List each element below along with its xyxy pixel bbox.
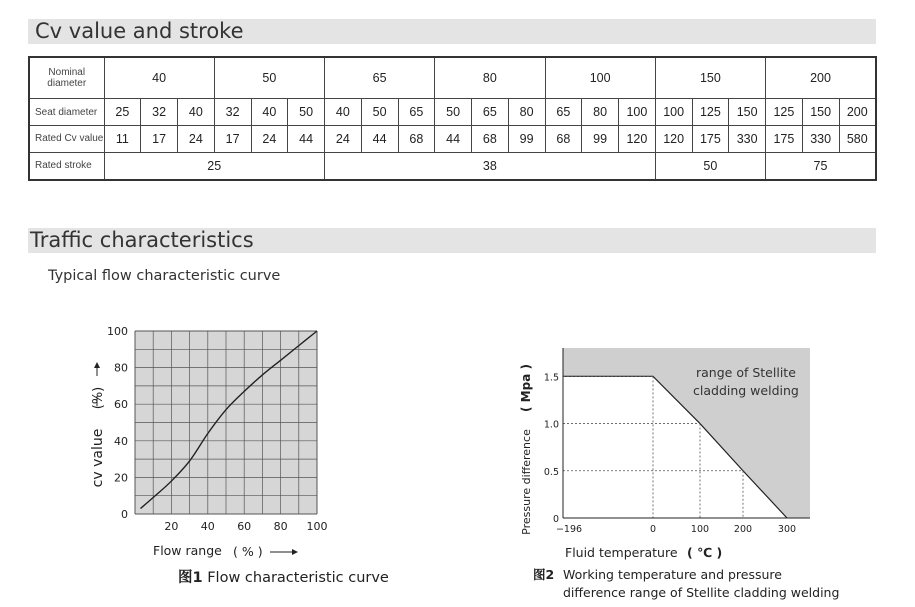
x-axis-arrow-head bbox=[292, 549, 298, 555]
y-axis-arrow-head bbox=[94, 362, 100, 368]
x-tick-label: 0 bbox=[649, 524, 657, 535]
seat-diameter-cell: 50 bbox=[435, 99, 472, 126]
y-tick-label: 0.5 bbox=[543, 466, 559, 478]
rated-cv-cell: 44 bbox=[361, 126, 398, 153]
y-tick-label: 20 bbox=[114, 471, 128, 485]
seat-diameter-cell: 32 bbox=[141, 99, 178, 126]
seat-diameter-cell: 50 bbox=[361, 99, 398, 126]
rated-cv-cell: 330 bbox=[729, 126, 766, 153]
section-title-traffic: Traffic characteristics bbox=[30, 228, 254, 252]
x-axis-unit: ( ℃ ) bbox=[687, 545, 723, 560]
x-axis-label: Fluid temperature bbox=[565, 545, 678, 560]
seat-diameter-cell: 65 bbox=[472, 99, 509, 126]
nominal-diameter-cell: 80 bbox=[435, 57, 545, 99]
rated-cv-cell: 17 bbox=[214, 126, 251, 153]
section-subtitle: Typical flow characteristic curve bbox=[48, 268, 281, 284]
rated-stroke-cell: 50 bbox=[655, 152, 765, 180]
seat-diameter-cell: 150 bbox=[729, 99, 766, 126]
x-tick-label: 80 bbox=[273, 520, 288, 533]
y-axis-unit: ( Mpa ) bbox=[519, 364, 533, 412]
x-tick-label: 300 bbox=[777, 524, 797, 535]
seat-diameter-cell: 65 bbox=[398, 99, 435, 126]
seat-diameter-cell: 80 bbox=[582, 99, 619, 126]
x-axis-unit: ( % ) bbox=[233, 544, 263, 559]
region-annotation: range of Stellite cladding welding bbox=[693, 365, 799, 398]
table-row-rated-cv bbox=[29, 126, 876, 153]
x-tick-label: 100 bbox=[306, 520, 328, 533]
stellite-range-chart bbox=[515, 340, 835, 565]
row-header-rated-cv: Rated Cv value bbox=[29, 126, 104, 153]
seat-diameter-cell: 200 bbox=[839, 99, 876, 126]
x-tick-label: 60 bbox=[237, 520, 252, 533]
rated-cv-cell: 68 bbox=[472, 126, 509, 153]
x-tick-label: 200 bbox=[733, 524, 753, 535]
rated-cv-cell: 24 bbox=[325, 126, 362, 153]
seat-diameter-cell: 40 bbox=[325, 99, 362, 126]
y-axis-unit: (%) bbox=[91, 386, 106, 410]
rated-cv-cell: 330 bbox=[802, 126, 839, 153]
y-axis-label: cv value bbox=[90, 428, 106, 488]
rated-stroke-cell: 25 bbox=[104, 152, 325, 180]
seat-diameter-cell: 32 bbox=[214, 99, 251, 126]
rated-cv-cell: 68 bbox=[398, 126, 435, 153]
rated-cv-cell: 11 bbox=[104, 126, 141, 153]
nominal-diameter-cell: 100 bbox=[545, 57, 655, 99]
x-tick-label: 20 bbox=[164, 520, 179, 533]
nominal-diameter-cell: 50 bbox=[214, 57, 324, 99]
y-tick-label: 40 bbox=[114, 434, 128, 448]
seat-diameter-cell: 65 bbox=[545, 99, 582, 126]
rated-cv-cell: 120 bbox=[619, 126, 656, 153]
figure2-caption bbox=[533, 566, 863, 602]
seat-diameter-cell: 125 bbox=[766, 99, 803, 126]
x-tick-label: 100 bbox=[690, 524, 710, 535]
section-title-cv: Cv value and stroke bbox=[35, 19, 244, 43]
x-tick-label: −196 bbox=[555, 524, 583, 535]
rated-cv-cell: 175 bbox=[692, 126, 729, 153]
y-tick-label: 0 bbox=[121, 508, 128, 521]
rated-cv-cell: 24 bbox=[178, 126, 215, 153]
row-header-rated-stroke: Rated stroke bbox=[29, 152, 104, 180]
rated-cv-cell: 44 bbox=[288, 126, 325, 153]
figure2-number: 图2 bbox=[533, 567, 555, 582]
rated-cv-cell: 175 bbox=[766, 126, 803, 153]
y-tick-label: 0 bbox=[552, 514, 559, 525]
seat-diameter-cell: 40 bbox=[178, 99, 215, 126]
table-row-nominal-diameter bbox=[29, 57, 876, 99]
x-axis-label: Flow range bbox=[153, 543, 222, 558]
rated-cv-cell: 44 bbox=[435, 126, 472, 153]
seat-diameter-cell: 80 bbox=[508, 99, 545, 126]
nominal-diameter-cell: 200 bbox=[766, 57, 877, 99]
rated-cv-cell: 120 bbox=[655, 126, 692, 153]
rated-cv-cell: 24 bbox=[251, 126, 288, 153]
seat-diameter-cell: 100 bbox=[619, 99, 656, 126]
seat-diameter-cell: 25 bbox=[104, 99, 141, 126]
figure2-title: Working temperature and pressure difference range of Stellite cladding welding bbox=[563, 567, 840, 600]
rated-cv-cell: 99 bbox=[582, 126, 619, 153]
table-row-seat-diameter bbox=[29, 99, 876, 126]
nominal-diameter-cell: 65 bbox=[325, 57, 435, 99]
seat-diameter-cell: 100 bbox=[655, 99, 692, 126]
cv-stroke-table bbox=[28, 56, 877, 181]
rated-cv-cell: 580 bbox=[839, 126, 876, 153]
y-tick-label: 1.5 bbox=[543, 372, 559, 384]
rated-stroke-cell: 75 bbox=[766, 152, 877, 180]
y-tick-label: 80 bbox=[114, 361, 128, 375]
y-tick-label: 60 bbox=[114, 398, 128, 412]
y-tick-label: 100 bbox=[107, 325, 128, 338]
flow-characteristic-chart bbox=[80, 318, 350, 568]
rated-stroke-cell: 38 bbox=[325, 152, 656, 180]
table-row-rated-stroke bbox=[29, 152, 876, 180]
figure1-number: 图1 bbox=[178, 570, 203, 586]
row-header-nominal-diameter: Nominal diameter bbox=[29, 57, 104, 99]
row-header-seat-diameter: Seat diameter bbox=[29, 99, 104, 126]
x-tick-label: 40 bbox=[200, 520, 215, 533]
rated-cv-cell: 99 bbox=[508, 126, 545, 153]
figure1-caption bbox=[178, 566, 389, 587]
figure1-title: Flow characteristic curve bbox=[207, 570, 389, 586]
y-axis-label: Pressure difference bbox=[520, 429, 533, 535]
seat-diameter-cell: 125 bbox=[692, 99, 729, 126]
seat-diameter-cell: 50 bbox=[288, 99, 325, 126]
seat-diameter-cell: 40 bbox=[251, 99, 288, 126]
rated-cv-cell: 17 bbox=[141, 126, 178, 153]
rated-cv-cell: 68 bbox=[545, 126, 582, 153]
seat-diameter-cell: 150 bbox=[802, 99, 839, 126]
nominal-diameter-cell: 150 bbox=[655, 57, 765, 99]
nominal-diameter-cell: 40 bbox=[104, 57, 214, 99]
y-tick-label: 1.0 bbox=[543, 419, 559, 431]
